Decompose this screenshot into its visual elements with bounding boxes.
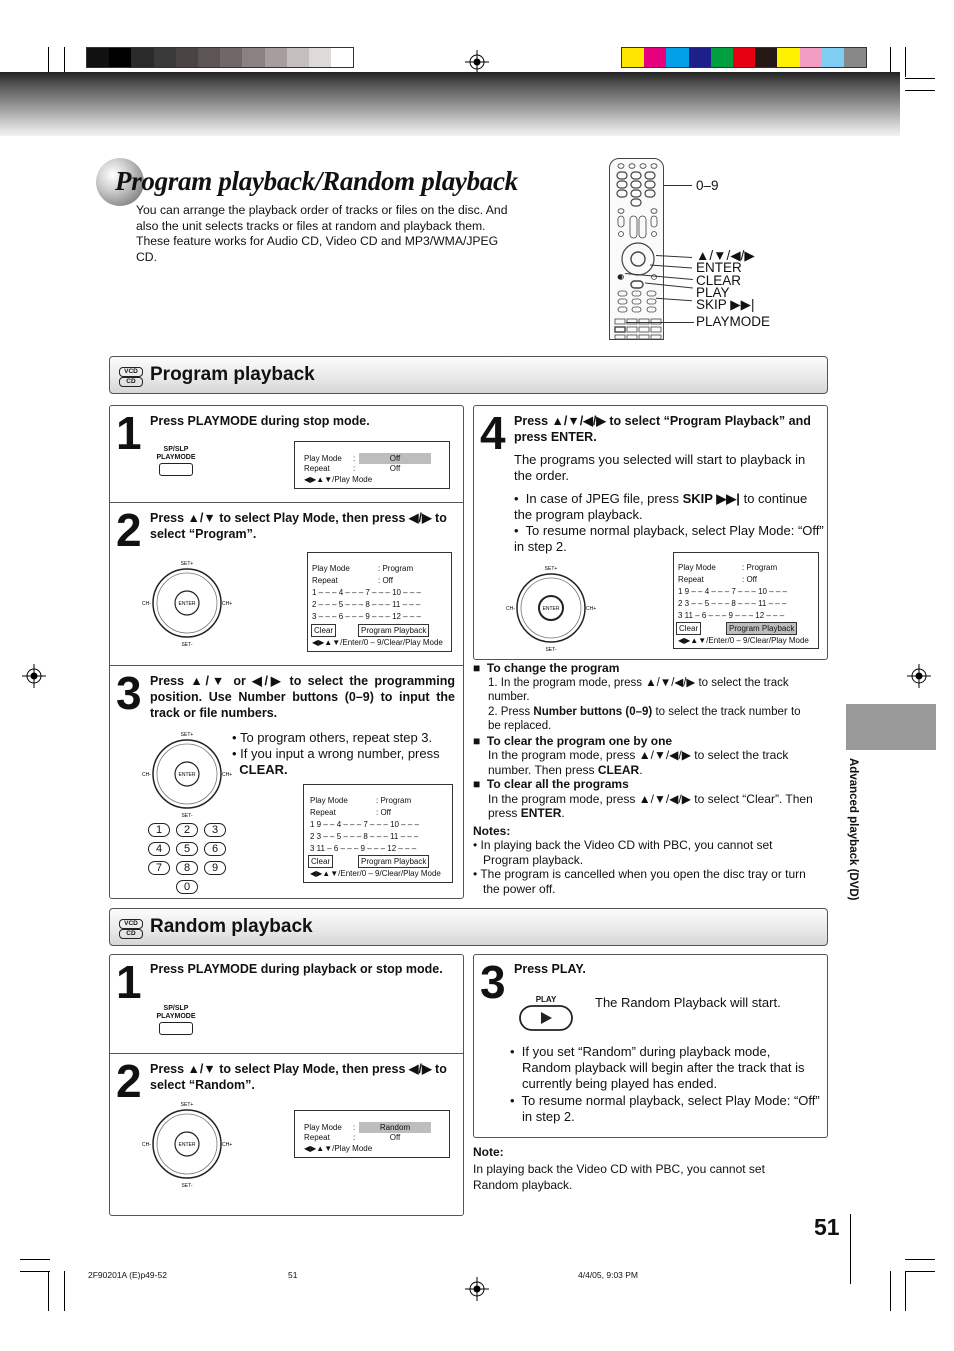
bullet-repeat-step: • To program others, repeat step 3. <box>232 730 433 745</box>
osd-program-line: 3 11 – 6 – – – 9 – – – 12 – – – <box>310 844 417 853</box>
osd-play-mode-value: Off <box>359 453 431 464</box>
program-step-1 <box>110 406 463 502</box>
label-digits: 0–9 <box>696 178 719 193</box>
osd-program-line: 2 – – – 5 – – – 8 – – – 11 – – – <box>312 600 421 609</box>
gray-calibration-bars <box>86 47 354 68</box>
playmode-button-illustration <box>154 446 198 476</box>
color-swatch <box>777 48 799 67</box>
bullet-clear: • If you input a wrong number, press CLEAR. <box>232 746 440 777</box>
registration-mark-left <box>22 664 46 688</box>
remote-control-illustration <box>609 158 664 340</box>
osd-footer: ◀▶▲▼/Enter/0 – 9/Clear/Play Mode <box>312 638 443 647</box>
text: 2. Press <box>488 705 531 718</box>
gray-swatch <box>87 48 109 67</box>
bullet-text: To program others, repeat step 3. <box>239 730 433 745</box>
step-body: The Random Playback will start. <box>595 995 781 1010</box>
dial-left: CH- <box>142 1142 151 1148</box>
clear-keyword: CLEAR <box>597 762 640 777</box>
osd-repeat-value: : Off <box>742 575 757 584</box>
osd-footer: ◀▶▲▼/Enter/0 – 9/Clear/Play Mode <box>678 636 809 645</box>
osd-screen <box>307 552 452 652</box>
heading-text: To change the program <box>486 661 620 675</box>
step-instruction: Press PLAYMODE during playback or stop mode. <box>150 962 443 976</box>
osd-colon: : <box>353 1123 356 1132</box>
dial-left: CH- <box>142 772 151 778</box>
step-number: 2 <box>116 504 142 556</box>
osd-play-mode: Play Mode <box>312 564 350 573</box>
step-instruction: Press ▲/▼ or ◀/▶ to select the programming position. Use Number buttons (0–9) to input the track or file numbers. <box>150 674 455 720</box>
osd-program-playback-button: Program Playback <box>358 855 429 868</box>
number-key-3: 3 <box>204 823 226 837</box>
number-key-8: 8 <box>176 861 198 875</box>
play-icon <box>519 1004 573 1032</box>
cd-icon-label: CD <box>119 377 143 387</box>
page-number: 51 <box>814 1214 840 1240</box>
osd-program-line: 2 3 – – 5 – – – 8 – – – 11 – – – <box>678 599 787 608</box>
note-2: • The program is cancelled when you open the disc tray or turn the power off. <box>473 867 806 896</box>
remote-buttons-graphic <box>610 159 665 341</box>
program-step-3 <box>110 665 463 900</box>
step-number: 1 <box>116 956 142 1008</box>
osd-program-line: 3 11 – 6 – – – 9 – – – 12 – – – <box>678 611 785 620</box>
dial-right: CH+ <box>222 601 232 607</box>
color-swatch <box>755 48 777 67</box>
note-heading-clear-one: ■ To clear the program one by one <box>473 733 673 748</box>
osd-program-line: 2 3 – – 5 – – – 8 – – – 11 – – – <box>310 832 419 841</box>
step-instruction: Press ▲/▼ to select Play Mode, then press ◀/▶ to select “Random”. <box>150 1062 447 1092</box>
playmode-button-illustration <box>154 1005 198 1035</box>
label-enter: ENTER <box>696 260 742 275</box>
bullet-text: to continue the program playback. <box>514 491 808 522</box>
osd-repeat: Repeat <box>304 1133 330 1142</box>
step-instruction: Press PLAY. <box>514 962 586 976</box>
gray-swatch <box>265 48 287 67</box>
color-swatch <box>844 48 866 67</box>
enter-dial-icon <box>142 1099 232 1189</box>
osd-clear-button: Clear <box>311 624 336 637</box>
bullet-resume: • To resume normal playback, select Play Mode: “Off” in step 2. <box>514 523 824 554</box>
registration-mark-top <box>465 50 489 74</box>
enter-dial-icon <box>142 729 232 819</box>
program-playback-heading: Program playback <box>150 364 315 385</box>
color-swatch <box>733 48 755 67</box>
osd-program-line: 3 – – – 6 – – – 9 – – – 12 – – – <box>312 612 421 621</box>
number-key-4: 4 <box>148 842 170 856</box>
registration-mark-right <box>907 664 931 688</box>
label-play: PLAY <box>696 285 730 300</box>
dial-right: CH+ <box>222 1142 232 1148</box>
random-note: In playing back the Video CD with PBC, you cannot set Random playback. <box>473 1162 765 1192</box>
color-swatch <box>822 48 844 67</box>
osd-play-mode: Play Mode <box>304 454 342 463</box>
play-label: PLAY <box>535 995 557 1004</box>
dial-bottom: SET- <box>181 813 193 819</box>
random-step-1 <box>110 955 463 1053</box>
gray-swatch <box>331 48 353 67</box>
dial-center: ENTER <box>178 772 196 778</box>
vcd-cd-icon <box>119 919 143 936</box>
gray-swatch <box>154 48 176 67</box>
osd-program-playback-button: Program Playback <box>726 622 797 635</box>
osd-screen <box>673 552 819 649</box>
osd-repeat: Repeat <box>304 464 330 473</box>
page-title: Program playback/Random playback <box>115 166 518 196</box>
playmode-label: PLAYMODE <box>156 453 196 461</box>
cd-icon-label: CD <box>119 929 143 939</box>
bullet-jpeg: • In case of JPEG file, press SKIP ▶▶| to continue the program playback. <box>514 491 808 522</box>
osd-play-mode-value: Random <box>359 1122 431 1133</box>
number-buttons-keyword: Number buttons (0–9) <box>533 705 653 718</box>
osd-program-line: 1 9 – – 4 – – – 7 – – – 10 – – – <box>310 820 419 829</box>
bullet-random-mode: • If you set “Random” during playback mode, Random playback will begin after the track that is currently being played has ended. <box>510 1044 805 1091</box>
sp-slp-label: SP/SLP <box>163 446 189 453</box>
step-number: 3 <box>116 667 142 719</box>
program-steps-panel <box>109 405 464 899</box>
note-change-2 <box>488 705 813 734</box>
osd-repeat: Repeat <box>678 575 704 584</box>
program-step-4 <box>473 405 828 660</box>
skip-keyword: SKIP ▶▶| <box>682 491 740 506</box>
step-instruction: Press ▲/▼ to select Play Mode, then press ◀/▶ to select “Program”. <box>150 511 447 541</box>
osd-play-mode: Play Mode <box>678 563 716 572</box>
osd-colon: : <box>353 1133 356 1142</box>
step-number: 1 <box>116 407 142 459</box>
number-key-2: 2 <box>176 823 198 837</box>
number-key-5: 5 <box>176 842 198 856</box>
osd-repeat-value: Off <box>389 1133 401 1142</box>
registration-mark-bottom <box>465 1277 489 1301</box>
color-swatch <box>622 48 644 67</box>
osd-colon: : <box>353 454 356 463</box>
bullet-text: In case of JPEG file, press <box>525 491 679 506</box>
note-1: • In playing back the Video CD with PBC, you cannot set Program playback. <box>473 838 773 867</box>
step-number: 4 <box>480 407 506 459</box>
side-section-label: Advanced playback (DVD) <box>847 758 859 901</box>
dial-top: SET+ <box>180 1102 194 1108</box>
color-swatch <box>666 48 688 67</box>
heading-text: To clear all the programs <box>486 777 629 791</box>
osd-screen <box>303 784 453 883</box>
note-text: The program is cancelled when you open the disc tray or turn the power off. <box>480 867 806 896</box>
gray-swatch <box>198 48 220 67</box>
program-step-2 <box>110 502 463 665</box>
note-change-1: 1. In the program mode, press ▲/▼/◀/▶ to select the track number. <box>488 676 789 703</box>
intro-text: You can arrange the playback order of tracks or files on the disc. And also the unit selects tracks or files at random and playback them. These feature works for Audio CD, Video CD and MP3/WMA/JPEG CD. <box>136 203 508 264</box>
random-note-heading: Note: <box>473 1145 504 1159</box>
color-swatch <box>800 48 822 67</box>
color-swatch <box>689 48 711 67</box>
gray-swatch <box>242 48 264 67</box>
gray-swatch <box>309 48 331 67</box>
random-step-2 <box>110 1053 463 1217</box>
step-body: The programs you selected will start to playback in the order. <box>514 452 806 483</box>
gray-swatch <box>287 48 309 67</box>
color-swatch <box>644 48 666 67</box>
vcd-icon-label: VCD <box>119 919 143 929</box>
chapter-tab <box>846 704 936 750</box>
step-number: 3 <box>480 956 506 1008</box>
clear-keyword: CLEAR. <box>239 762 288 777</box>
osd-program-line: 1 9 – – 4 – – – 7 – – – 10 – – – <box>678 587 787 596</box>
footer-timestamp: 4/4/05, 9:03 PM <box>578 1270 639 1280</box>
osd-repeat-value: Off <box>389 464 401 473</box>
bullet-text: To resume normal playback, select Play Mode: “Off” in step 2. <box>514 523 824 554</box>
number-key-0: 0 <box>176 880 198 894</box>
step-number: 2 <box>116 1055 142 1107</box>
note-heading-clear-all: ■ To clear all the programs <box>473 777 629 791</box>
text: In the program mode, press ▲/▼/◀/▶ to select the track number. Then press <box>488 748 789 777</box>
step-instruction: Press ▲/▼/◀/▶ to select “Program Playback” and press ENTER. <box>514 414 811 444</box>
dial-top: SET+ <box>180 732 194 738</box>
leader-line-playmode <box>626 322 694 323</box>
footer-page: 51 <box>288 1270 298 1280</box>
text: In the program mode, press ▲/▼/◀/▶ to select “Clear”. Then press <box>488 791 813 820</box>
gray-swatch <box>176 48 198 67</box>
gray-swatch <box>109 48 131 67</box>
osd-screen <box>294 441 450 489</box>
random-step-3 <box>473 954 828 1138</box>
label-arrows: ▲/▼/◀/▶ <box>696 248 755 263</box>
enter-dial-icon <box>142 558 232 648</box>
osd-clear-button: Clear <box>676 622 701 635</box>
notes-heading: Notes: <box>473 823 511 838</box>
osd-clear-button: Clear <box>308 855 333 868</box>
bullet-text: If you input a wrong number, press <box>240 746 440 761</box>
note-heading-change: ■ To change the program <box>473 661 620 675</box>
dial-left: CH- <box>142 601 151 607</box>
dial-center: ENTER <box>178 1142 196 1148</box>
osd-play-mode: Play Mode <box>304 1123 342 1132</box>
note-clear-one: In the program mode, press ▲/▼/◀/▶ to select the track number. Then press CLEAR. <box>488 748 789 777</box>
label-playmode: PLAYMODE <box>696 314 771 329</box>
footer-file-id: 2F90201A (E)p49-52 <box>88 1270 167 1280</box>
osd-repeat-value: : Off <box>378 576 393 585</box>
osd-footer: ◀▶▲▼/Enter/0 – 9/Clear/Play Mode <box>310 869 441 878</box>
random-playback-heading-bar <box>109 908 828 946</box>
color-calibration-bars <box>621 47 867 68</box>
dial-left: CH- <box>506 606 515 612</box>
osd-play-mode-value: : Program <box>378 564 414 573</box>
dial-bottom: SET- <box>181 1183 193 1189</box>
osd-play-mode-value: : Program <box>742 563 778 572</box>
osd-footer: ◀▶▲▼/Play Mode <box>304 475 373 484</box>
playmode-label: PLAYMODE <box>156 1012 196 1020</box>
enter-keyword: ENTER <box>520 806 562 820</box>
text: to select the track number to be replaced. <box>488 705 801 732</box>
random-steps-panel <box>109 954 464 1216</box>
number-key-7: 7 <box>148 861 170 875</box>
program-playback-heading-bar <box>109 356 828 394</box>
dial-bottom: SET- <box>545 647 557 653</box>
gray-swatch <box>131 48 153 67</box>
osd-repeat: Repeat <box>312 576 338 585</box>
header-banner <box>0 72 900 136</box>
step-instruction: Press PLAYMODE during stop mode. <box>150 414 370 428</box>
note-text: In playing back the Video CD with PBC, you cannot set Program playback. <box>480 838 773 867</box>
osd-program-playback-button: Program Playback <box>358 624 429 637</box>
bullet-text: To resume normal playback, select Play Mode: “Off” in step 2. <box>521 1093 820 1124</box>
osd-repeat: Repeat <box>310 808 336 817</box>
osd-program-line: 1 – – – 4 – – – 7 – – – 10 – – – <box>312 588 421 597</box>
vcd-cd-icon <box>119 367 143 384</box>
play-button-illustration <box>518 995 574 1034</box>
number-keypad-illustration <box>148 823 248 903</box>
gray-swatch <box>220 48 242 67</box>
dial-top: SET+ <box>180 561 194 567</box>
osd-screen <box>294 1110 450 1158</box>
osd-footer: ◀▶▲▼/Play Mode <box>304 1144 373 1153</box>
osd-repeat-value: : Off <box>376 808 391 817</box>
note-clear-all: In the program mode, press ▲/▼/◀/▶ to select “Clear”. Then press ENTER. <box>488 791 813 820</box>
program-notes <box>473 661 813 896</box>
random-playback-heading: Random playback <box>150 916 313 937</box>
osd-colon: : <box>353 464 356 473</box>
dial-right: CH+ <box>222 772 232 778</box>
enter-dial-icon <box>506 563 596 653</box>
vcd-icon-label: VCD <box>119 367 143 377</box>
leader-line-digits <box>664 185 692 186</box>
dial-center: ENTER <box>178 601 196 607</box>
label-skip: SKIP ▶▶| <box>696 297 755 312</box>
number-key-9: 9 <box>204 861 226 875</box>
dial-bottom: SET- <box>181 642 193 648</box>
osd-play-mode: Play Mode <box>310 796 348 805</box>
heading-text: To clear the program one by one <box>486 733 673 748</box>
dial-top: SET+ <box>544 566 558 572</box>
bullet-text: If you set “Random” during playback mode, Random playback will begin after the track that is currently being played has ended. <box>521 1044 805 1091</box>
label-clear: CLEAR <box>696 273 742 288</box>
number-key-1: 1 <box>148 823 170 837</box>
sp-slp-label: SP/SLP <box>163 1005 189 1012</box>
osd-play-mode-value: : Program <box>376 796 412 805</box>
bullet-resume: • To resume normal playback, select Play Mode: “Off” in step 2. <box>510 1093 820 1124</box>
dial-center: ENTER <box>542 606 560 612</box>
number-key-6: 6 <box>204 842 226 856</box>
dial-right: CH+ <box>586 606 596 612</box>
color-swatch <box>711 48 733 67</box>
